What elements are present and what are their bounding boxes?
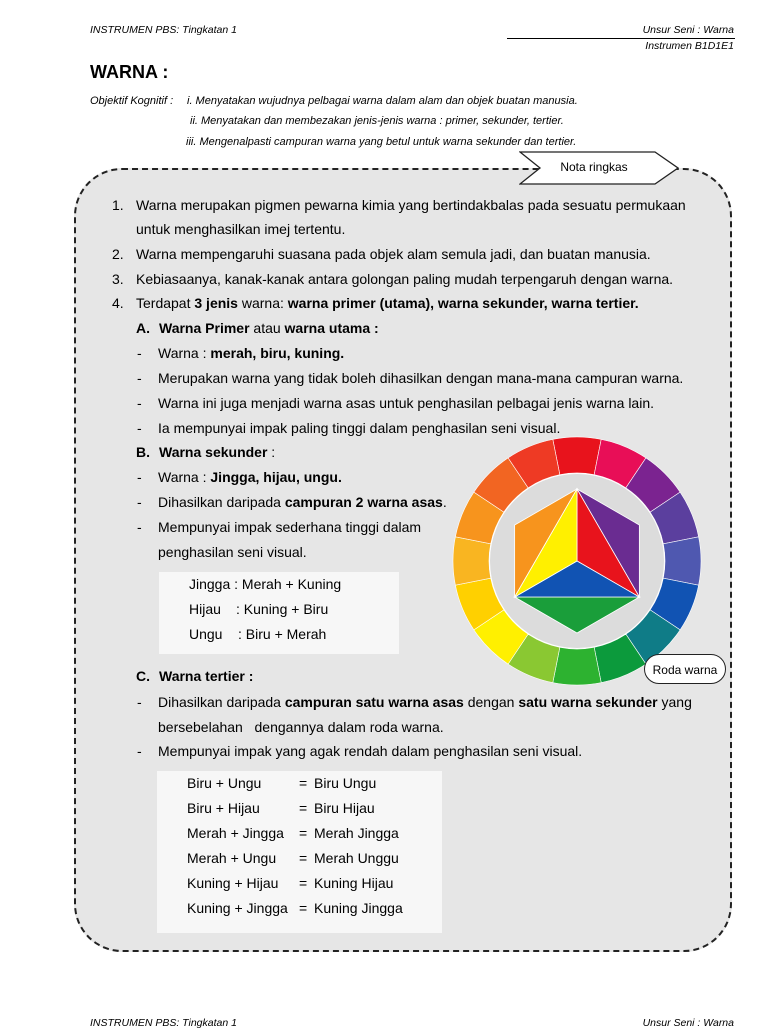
primer-dash-2: -	[137, 370, 142, 386]
sekunder-bullet-1-pre: Warna :	[158, 469, 211, 485]
roda-warna-label: Roda warna	[644, 654, 726, 684]
tertier-heading	[159, 667, 253, 685]
point-2-number: 2.	[112, 246, 124, 262]
mix-row-jingga	[189, 576, 341, 592]
footer-right: Unsur Seni : Warna	[642, 1017, 734, 1029]
tertier-eq: =	[299, 800, 308, 816]
tertier-eq: =	[299, 850, 308, 866]
sekunder-heading-rest: :	[267, 444, 276, 460]
primer-heading-bold2: warna utama :	[284, 320, 379, 336]
wheel-ring-segment	[453, 537, 491, 585]
primer-heading-mid: atau	[249, 320, 285, 336]
point-3-text: Kebiasaanya, kanak-kanak antara golongan paling mudah terpengaruh dengan warna.	[136, 271, 674, 287]
tertier-row	[187, 900, 403, 916]
point-4-text	[136, 294, 639, 312]
tertier-row	[187, 800, 375, 816]
tertier-formula: Merah + Ungu	[187, 850, 277, 866]
primer-bullet-1-pre: Warna :	[158, 345, 211, 361]
tertier-formula: Kuning + Jingga	[187, 900, 288, 916]
tertier-formula: Biru + Ungu	[187, 775, 262, 791]
tertier-bullet-2: Mempunyai impak yang agak rendah dalam penghasilan seni visual.	[158, 743, 583, 759]
tertier-row	[187, 875, 393, 891]
tertier-eq: =	[299, 900, 308, 916]
tertier-eq: =	[299, 875, 308, 891]
tertier-bullet-1-line-2: bersebelahan dengannya dalam roda warna.	[158, 719, 444, 735]
sekunder-bullet-2-pre: Dihasilkan daripada	[158, 494, 285, 510]
tertier-bullet-1-line-1	[158, 693, 692, 711]
primer-heading-bold1: Warna Primer	[159, 320, 250, 336]
footer-left: INSTRUMEN PBS: Tingkatan 1	[90, 1017, 237, 1029]
sekunder-bullet-2-bold: campuran 2 warna asas	[284, 494, 443, 510]
wheel-ring-segment	[553, 437, 601, 475]
primer-bullet-2: Merupakan warna yang tidak boleh dihasilkan dengan mana-mana campuran warna.	[158, 370, 684, 386]
mix-row-ungu	[189, 626, 326, 642]
objective-3: iii. Mengenalpasti campuran warna yang betul untuk warna sekunder dan tertier.	[186, 136, 577, 148]
mix-row-hijau	[189, 601, 328, 617]
sekunder-bullet-2-post: .	[442, 494, 447, 510]
mix-name: Hijau	[189, 601, 221, 617]
header-right-bottom: Instrumen B1D1E1	[645, 40, 734, 52]
header-divider	[507, 38, 735, 39]
tertier-formula: Merah + Jingga	[187, 825, 284, 841]
mix-name: Ungu	[189, 626, 223, 642]
sekunder-bullet-3-line-1: Mempunyai impak sederhana tinggi dalam	[158, 519, 422, 535]
tertier-result: Merah Unggu	[314, 850, 399, 866]
tertier-row	[187, 825, 399, 841]
tertier-b1-pre: Dihasilkan daripada	[158, 694, 285, 710]
tertier-letter-text: C.	[136, 668, 150, 684]
point-1-number: 1.	[112, 197, 124, 213]
objectives-label: Objektif Kognitif :	[90, 95, 174, 107]
point-4-number: 4.	[112, 295, 124, 311]
sekunder-dash-1: -	[137, 469, 142, 485]
tertier-b1-mid: dengan	[463, 694, 519, 710]
tertier-b1-bold1: campuran satu warna asas	[284, 694, 464, 710]
tertier-row	[187, 775, 376, 791]
point-1-line-1: Warna merupakan pigmen pewarna kimia yang bertindakbalas pada sesuatu permukaan	[136, 197, 686, 213]
point-4-bold-types: warna primer (utama), warna sekunder, warna tertier.	[287, 295, 639, 311]
primer-heading	[159, 319, 379, 337]
tertier-row	[187, 850, 399, 866]
point-4-bold-count: 3 jenis	[194, 295, 238, 311]
page-title: WARNA :	[90, 62, 169, 82]
sekunder-dash-3: -	[137, 519, 142, 535]
sekunder-letter-text: B.	[136, 444, 150, 460]
sekunder-bullet-1-bold: Jingga, hijau, ungu.	[210, 469, 342, 485]
tertier-heading-bold: Warna tertier :	[159, 668, 254, 684]
point-1-line-2: untuk menghasilkan imej tertentu.	[136, 221, 346, 237]
tertier-dash-2: -	[137, 743, 142, 759]
mix-formula: : Merah + Kuning	[234, 576, 342, 592]
tertier-formula: Biru + Hijau	[187, 800, 260, 816]
point-4-pre: Terdapat	[136, 295, 195, 311]
primer-bullet-1-bold: merah, biru, kuning.	[210, 345, 345, 361]
sekunder-dash-2: -	[137, 494, 142, 510]
primer-letter	[136, 319, 150, 337]
tertier-result: Kuning Jingga	[314, 900, 403, 916]
tertier-b1-post: yang	[657, 694, 692, 710]
primer-bullet-4: Ia mempunyai impak paling tinggi dalam penghasilan seni visual.	[158, 420, 561, 436]
header-left: INSTRUMEN PBS: Tingkatan 1	[90, 24, 237, 36]
wheel-ring-segment	[553, 647, 601, 685]
wheel-ring-segment	[663, 537, 701, 585]
sekunder-heading-bold: Warna sekunder	[159, 444, 268, 460]
primer-dash-4: -	[137, 420, 142, 436]
primer-bullet-3: Warna ini juga menjadi warna asas untuk penghasilan pelbagai jenis warna lain.	[158, 395, 655, 411]
tertier-letter	[136, 667, 150, 685]
mix-formula: : Kuning + Biru	[236, 601, 329, 617]
point-2-text: Warna mempengaruhi suasana pada objek alam semula jadi, dan buatan manusia.	[136, 246, 651, 262]
tertier-formula: Kuning + Hijau	[187, 875, 279, 891]
sekunder-letter	[136, 443, 150, 461]
objective-2: ii. Menyatakan dan membezakan jenis-jenis warna : primer, sekunder, tertier.	[190, 115, 564, 127]
tertier-eq: =	[299, 825, 308, 841]
mix-formula: : Biru + Merah	[238, 626, 327, 642]
primer-dash-3: -	[137, 395, 142, 411]
tertier-eq: =	[299, 775, 308, 791]
color-wheel-image	[452, 436, 702, 686]
point-3-number: 3.	[112, 271, 124, 287]
sekunder-bullet-1	[158, 468, 342, 486]
mix-name: Jingga	[189, 576, 231, 592]
tertier-result: Biru Ungu	[314, 775, 377, 791]
tertier-result: Kuning Hijau	[314, 875, 394, 891]
nota-ringkas-tag	[519, 151, 679, 185]
primer-bullet-1	[158, 344, 344, 362]
primer-letter-text: A.	[136, 320, 150, 336]
tertier-dash-1: -	[137, 694, 142, 710]
sekunder-bullet-3-line-2: penghasilan seni visual.	[158, 544, 307, 560]
sekunder-heading	[159, 443, 275, 461]
point-4-mid: warna:	[237, 295, 288, 311]
nota-ringkas-label: Nota ringkas	[560, 160, 628, 174]
tertier-result: Merah Jingga	[314, 825, 399, 841]
primer-dash-1: -	[137, 345, 142, 361]
sekunder-bullet-2	[158, 493, 447, 511]
header-right-top: Unsur Seni : Warna	[642, 24, 734, 36]
tertier-result: Biru Hijau	[314, 800, 375, 816]
tertier-b1-bold2: satu warna sekunder	[518, 694, 658, 710]
objective-1: i. Menyatakan wujudnya pelbagai warna dalam alam dan objek buatan manusia.	[187, 95, 578, 107]
